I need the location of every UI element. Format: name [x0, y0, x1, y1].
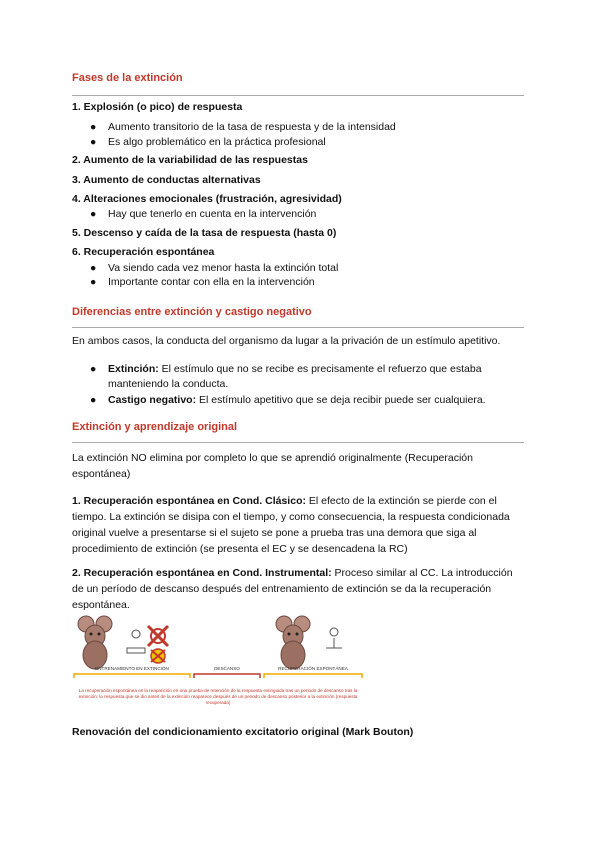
phase-label: RECUPERACIÓN ESPONTÁNEA [278, 666, 348, 671]
divider [72, 327, 524, 328]
divider [72, 95, 524, 96]
divider [72, 442, 524, 443]
bullet-icon: ● [90, 394, 97, 406]
spontaneous-recovery-figure [72, 612, 364, 724]
section-heading-aprendizaje: Extinción y aprendizaje original [72, 421, 238, 433]
figure-caption: La recuperación espontánea es la reaparición en una prueba de retención de la respuesta extinguida tras un periodo de descanso tras la extinción; la respuesta que se dio antes de la extinción reaparece después de un periodo de descanso posterior a la extinción (respuesta recuperada) [78, 688, 358, 705]
bullet-icon: ● [90, 136, 97, 148]
paragraph: 2. Recuperación espontánea en Cond. Instrumental: Proceso similar al CC. La introducción de un período de descanso después del entrenamiento de extinción se da la recuperación espontánea. [72, 567, 513, 611]
list-item: ● Castigo negativo: El estímulo apetitivo que se deja recibir puede ser cualquiera. [90, 394, 486, 406]
phase-label: ENTRENAMIENTO EN EXTINCIÓN [95, 666, 169, 671]
document-page: Fases de la extinción 1. Explosión (o pico) de respuesta ● Aumento transitorio de la tasa de respuesta y de la intensidad ● Es algo problemático en la práctica profesional 2. Aumento de la variabilidad de las respuestas 3. Aumento de conductas alternativas 4. Alteraciones emocionales (frustración, agresividad) ● Hay que tenerlo en cuenta en la intervención 5. Descenso y caída de la tasa de respuesta (hasta 0) 6. Recuperación espontánea ● Va siendo cada vez menor hasta la extinción total ● Importante contar con ella en la intervención Diferencias entre extinción y castigo negativo En ambos casos, la conducta del organismo da lugar a la privación de un estímulo apetitivo. ● Extinción: El estímulo que no se recibe es precisamente el refuerzo que estaba manteniendo la conducta. ● Castigo negativo: El estímulo apetitivo que se deja recibir puede ser cualquiera. Extinción y aprendizaje original La extinción NO elimina por completo lo que se aprendió originalmente (Recuperación espontánea) 1. Recuperación espontánea en Cond. Clásico: El efecto de la extinción se pierde con el tiempo. La extinción se disipa con el tiempo, y como consecuencia, la respuesta condicionada original vuelve a presentarse si el sujeto se pone a prueba tras una demora que siga al procedimiento de extinción (se presenta el EC y se desencadena la RC) 2. Recuperación espontánea en Cond. Instrumental: Proceso similar al CC. La introducción de un período de descanso después del entrenamiento de extinción se da la recuperación espontánea. ENTRENAMIENTO EN EXTINCIÓN DESCANSO RECUPERACIÓN ESPONTÁNEA La recuperación espontánea es la reaparición en una prueba de retención de la respuesta extinguida tras un periodo de descanso tras la extinción; la respuesta que se dio antes de la extinción reaparece después de un periodo de descanso posterior a la extinción (respuesta recuperada) Renovación del condicionamiento excitatorio original (Mark Bouton) [0, 0, 600, 848]
list-item: ● Extinción: El estímulo que no se recibe es precisamente el refuerzo que estaba manteniendo la conducta. [90, 363, 482, 390]
bullet-icon: ● [90, 121, 97, 133]
paragraph: En ambos casos, la conducta del organismo da lugar a la privación de un estímulo apetitivo. [72, 335, 501, 347]
phase-title-1: 1. Explosión (o pico) de respuesta [72, 101, 243, 113]
bullet-icon: ● [90, 262, 97, 274]
phase-label: DESCANSO [214, 666, 240, 671]
section-heading-fases: Fases de la extinción [72, 72, 183, 84]
phase-title-3: 3. Aumento de conductas alternativas [72, 174, 261, 186]
section-heading-renovacion: Renovación del condicionamiento excitatorio original (Mark Bouton) [72, 726, 414, 738]
paragraph: La extinción NO elimina por completo lo que se aprendió originalmente (Recuperación espontánea) [72, 452, 473, 480]
bullet-icon: ● [90, 208, 97, 220]
bullet-icon: ● [90, 363, 97, 375]
phase-title-5: 5. Descenso y caída de la tasa de respuesta (hasta 0) [72, 227, 337, 239]
phase-title-2: 2. Aumento de la variabilidad de las respuestas [72, 154, 308, 166]
phase-title-4: 4. Alteraciones emocionales (frustración, agresividad) [72, 193, 342, 205]
bullet-icon: ● [90, 276, 97, 288]
paragraph: 1. Recuperación espontánea en Cond. Clásico: El efecto de la extinción se pierde con el tiempo. La extinción se disipa con el tiempo, y como consecuencia, la respuesta condicionada original vuelve a presentarse si el sujeto se pone a prueba tras una demora que siga al procedimiento de extinción (se presenta el EC y se desencadena la RC) [72, 495, 510, 555]
section-heading-diferencias: Diferencias entre extinción y castigo negativo [72, 306, 312, 318]
phase-title-6: 6. Recuperación espontánea [72, 246, 215, 258]
